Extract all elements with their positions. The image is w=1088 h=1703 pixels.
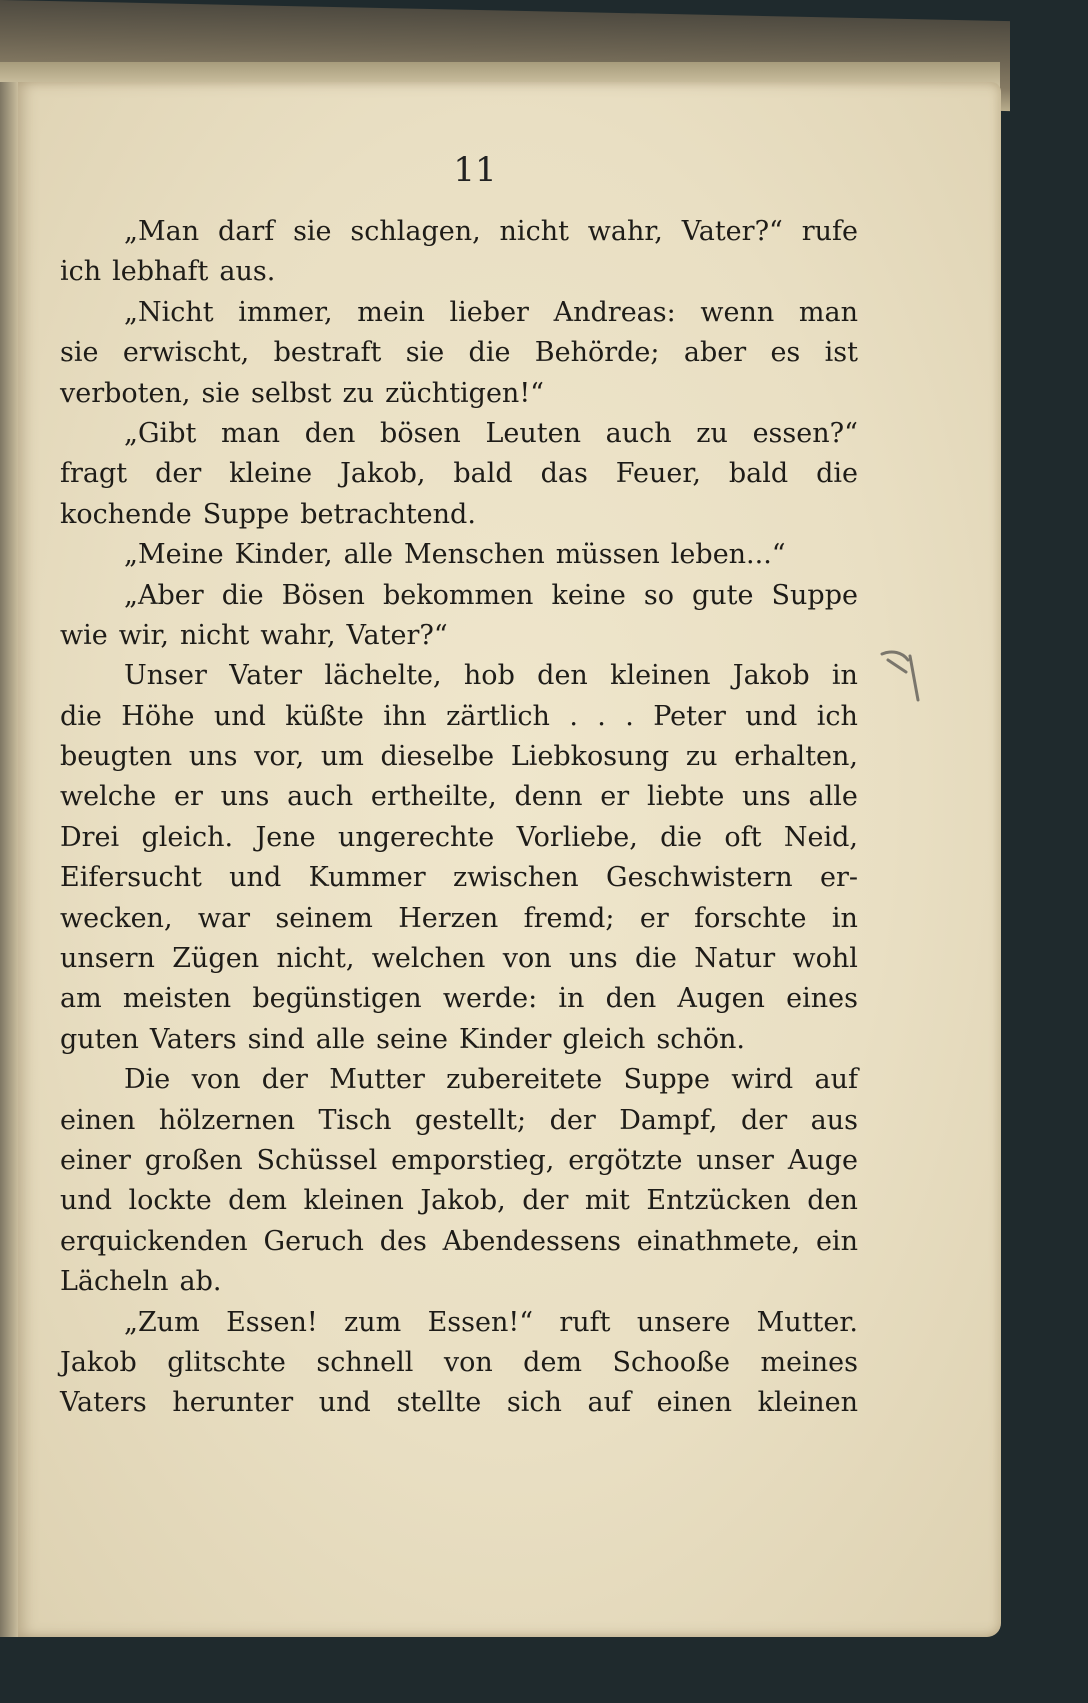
text-word: von [191, 1064, 241, 1096]
text-word: alle [808, 781, 858, 813]
text-word: auf [814, 1064, 858, 1096]
text-word: Drei [60, 821, 120, 853]
text-word: zu [685, 741, 718, 773]
text-line [60, 535, 858, 575]
text-word: ich [60, 256, 102, 288]
text-word: sie [201, 377, 240, 409]
page-text [60, 212, 858, 1424]
text-word: Entzücken [646, 1185, 791, 1217]
text-word: „Aber [124, 579, 204, 611]
text-word: bekommen [382, 579, 534, 611]
text-word: Unser [124, 660, 207, 692]
text-line [60, 293, 858, 333]
text-word: Suppe [623, 1064, 710, 1096]
text-word: die [635, 943, 677, 975]
text-word: fragt [60, 458, 128, 490]
text-word: lächelte, [324, 660, 442, 692]
text-word: gleich. [141, 821, 234, 853]
text-word: Menschen [403, 539, 545, 571]
text-word: am [60, 983, 102, 1015]
text-word: ertheilte, [370, 781, 497, 813]
text-word: den [605, 983, 657, 1015]
text-word: Jene [255, 821, 316, 853]
text-word: wohl [792, 943, 858, 975]
text-word: keine [551, 579, 626, 611]
text-word: fremd; [523, 902, 615, 934]
text-word: Kinder [458, 1023, 552, 1055]
text-line [60, 939, 858, 979]
text-word: zwischen [452, 862, 579, 894]
text-word: Mutter [329, 1064, 425, 1096]
text-word: immer, [238, 296, 333, 328]
text-word: Vorliebe, [516, 821, 638, 853]
text-word: ich [816, 700, 858, 732]
text-word: züchtigen!“ [385, 377, 544, 409]
text-word: lockte [128, 1185, 212, 1217]
text-word: unsere [636, 1306, 731, 1338]
text-word: Feuer, [615, 458, 701, 490]
text-line [60, 495, 858, 535]
text-word: die [60, 700, 102, 732]
text-word: Zügen [172, 943, 260, 975]
text-word: und [213, 700, 266, 732]
text-line [60, 818, 858, 858]
text-word: sich [506, 1387, 562, 1419]
text-word: essen?“ [752, 417, 858, 449]
text-word: Kinder, [234, 539, 333, 571]
text-word: Suppe [202, 498, 290, 530]
text-word: sie [405, 337, 445, 369]
text-word: kleinen [610, 660, 711, 692]
text-line [60, 1222, 858, 1262]
text-word: unsern [60, 943, 155, 975]
text-word: zubereitete [446, 1064, 603, 1096]
text-word: es [770, 337, 801, 369]
text-word: mit [584, 1185, 630, 1217]
text-word: ihn [383, 700, 427, 732]
text-word: liebte [646, 781, 725, 813]
text-word: erquickenden [60, 1225, 248, 1257]
text-word: einen [656, 1387, 732, 1419]
text-word: ruft [559, 1306, 611, 1338]
text-word: Abendessens [442, 1225, 621, 1257]
text-word: in [831, 660, 858, 692]
text-line [60, 1020, 858, 1060]
text-line [60, 777, 858, 817]
text-word: der [155, 458, 202, 490]
text-word: Kummer [308, 862, 426, 894]
text-line [60, 1383, 858, 1423]
text-word: wird [731, 1064, 794, 1096]
text-word: Jakob [60, 1346, 137, 1378]
text-word: Suppe [771, 579, 858, 611]
text-word: Geschwistern [606, 862, 793, 894]
text-word: schön. [656, 1023, 745, 1055]
text-word: aus [810, 1104, 858, 1136]
text-word: hölzernen [158, 1104, 295, 1136]
text-word: dem [228, 1185, 288, 1217]
text-word: der [740, 1104, 788, 1136]
text-word: uns [569, 943, 618, 975]
text-word: großen [144, 1144, 243, 1176]
text-word: Jakob [732, 660, 810, 692]
text-word: erwischt, [122, 337, 250, 369]
text-word: der [549, 1104, 596, 1136]
text-word: einathmete, [636, 1225, 801, 1257]
text-word: Vater?“ [346, 619, 448, 651]
text-word: einer [60, 1144, 131, 1176]
text-word: vor, [254, 741, 305, 773]
text-word: „Nicht [124, 296, 214, 328]
text-word: ab. [179, 1266, 222, 1298]
text-word: welche [60, 781, 157, 813]
text-word: Höhe [121, 700, 195, 732]
text-word: „Gibt [124, 417, 197, 449]
text-word: denn [514, 781, 583, 813]
text-word: die [468, 337, 511, 369]
text-word: Jakob, [420, 1185, 506, 1217]
text-word: Jakob, [340, 458, 426, 490]
text-line [60, 858, 858, 898]
text-word: ungerechte [337, 821, 495, 853]
text-word: werde: [442, 983, 538, 1015]
text-word: dem [523, 1346, 583, 1378]
text-word: Peter [653, 700, 726, 732]
text-word: selbst [250, 377, 332, 409]
text-line [60, 1141, 858, 1181]
text-word: Bösen [281, 579, 365, 611]
text-line [60, 374, 858, 414]
text-word: bald [453, 458, 513, 490]
text-word: oft [724, 821, 762, 853]
text-word: kochende [60, 498, 192, 530]
text-word: alle [343, 539, 393, 571]
text-word: kleine [229, 458, 313, 490]
text-line [60, 1262, 858, 1302]
text-word: Augen [677, 983, 765, 1015]
text-word: zu [342, 377, 375, 409]
text-word: er- [819, 862, 858, 894]
text-word: auf [587, 1387, 631, 1419]
text-line [60, 1060, 858, 1100]
text-word: die [221, 579, 264, 611]
text-word: uns [742, 781, 791, 813]
text-word: begünstigen [252, 983, 422, 1015]
text-word: schnell [316, 1346, 414, 1378]
text-word: hob [463, 660, 515, 692]
text-word: Essen!“ [427, 1306, 534, 1338]
text-word: zum [344, 1306, 402, 1338]
text-word: gute [692, 579, 754, 611]
text-line [60, 1303, 858, 1343]
text-word: Leuten [485, 417, 581, 449]
text-word: die [816, 458, 858, 490]
text-word: man [220, 417, 281, 449]
text-word: er [174, 781, 203, 813]
text-word: die [660, 821, 703, 853]
text-word: Behörde; [534, 337, 660, 369]
text-word: er [600, 781, 630, 813]
text-word: den [304, 417, 356, 449]
text-word: wahr, [587, 216, 663, 247]
text-word: nicht, [276, 943, 355, 975]
text-word: ist [824, 337, 858, 369]
text-word: den [807, 1185, 858, 1217]
text-word: stellte [396, 1387, 482, 1419]
text-word: Tisch [318, 1104, 392, 1136]
text-word: . [569, 700, 578, 732]
text-word: darf [217, 216, 275, 247]
text-word: betrachtend. [300, 498, 476, 530]
text-word: gestellt; [414, 1104, 527, 1136]
text-word: wie [60, 619, 108, 651]
text-word: „Zum [124, 1306, 200, 1338]
text-line [60, 1343, 858, 1383]
text-word: emporstieg, [391, 1144, 555, 1176]
text-word: so [643, 579, 674, 611]
text-line [60, 252, 858, 292]
text-word: wenn [700, 296, 775, 328]
text-line [60, 697, 858, 737]
text-word: zärtlich [446, 700, 550, 732]
text-word: Vaters [149, 1023, 237, 1055]
text-word: einen [60, 1104, 136, 1136]
text-word: meines [760, 1346, 858, 1378]
text-word: müssen [555, 539, 660, 571]
text-word: schlagen, [350, 216, 481, 247]
text-word: lieber [449, 296, 529, 328]
text-line [60, 616, 858, 656]
text-word: und [745, 700, 798, 732]
text-word: Mutter. [756, 1306, 858, 1338]
text-word: rufe [801, 216, 858, 247]
text-word: gleich [562, 1023, 646, 1055]
text-word: das [540, 458, 588, 490]
text-word: Herzen [398, 902, 499, 934]
text-word: kleinen [757, 1387, 858, 1419]
pencil-margin-mark [878, 642, 926, 702]
text-word: den [537, 660, 588, 692]
text-word: leben...“ [670, 539, 786, 571]
text-word: uns [188, 741, 238, 773]
text-word: meisten [122, 983, 232, 1015]
text-word: sie [60, 337, 99, 369]
text-word: wir, [118, 619, 170, 651]
text-word: Natur [694, 943, 776, 975]
text-word: Dampf, [619, 1104, 718, 1136]
text-line [60, 899, 858, 939]
text-line [60, 656, 858, 696]
text-word: . [597, 700, 606, 732]
text-word: dieselbe [380, 741, 495, 773]
text-word: uns [220, 781, 270, 813]
text-line [60, 1181, 858, 1221]
text-word: erhalten, [734, 741, 858, 773]
text-word: der [522, 1185, 569, 1217]
text-word: und [60, 1185, 113, 1217]
text-word: welchen [371, 943, 486, 975]
text-word: seinem [275, 902, 373, 934]
text-word: Schüssel [256, 1144, 378, 1176]
text-word: man [798, 296, 858, 328]
text-word: ergötzte [568, 1144, 683, 1176]
text-word: zu [696, 417, 728, 449]
text-word: bestraft [273, 337, 382, 369]
text-word: Andreas: [553, 296, 676, 328]
text-word: sind [247, 1023, 305, 1055]
text-word: wecken, [60, 902, 173, 934]
text-word: Liebkosung [510, 741, 670, 773]
text-word: forschte [694, 902, 807, 934]
text-word: Auge [787, 1144, 858, 1176]
text-word: nicht [180, 619, 250, 651]
text-word: in [558, 983, 585, 1015]
text-word: beugten [60, 741, 173, 773]
text-word: bald [728, 458, 789, 490]
text-line [60, 414, 858, 454]
text-word: unser [696, 1144, 774, 1176]
text-word: aus. [219, 256, 276, 288]
text-word: eines [786, 983, 858, 1015]
text-word: herunter [172, 1387, 294, 1419]
text-word: lebhaft [112, 256, 209, 288]
text-word: Vaters [60, 1387, 147, 1419]
text-word: Vater [229, 660, 303, 692]
text-line [60, 1101, 858, 1141]
text-word: von [443, 1346, 493, 1378]
page-number: 11 [453, 150, 497, 190]
text-word: aber [683, 337, 747, 369]
text-word: „Man [124, 216, 200, 247]
text-word: nicht [499, 216, 569, 247]
text-word: Geruch [263, 1225, 364, 1257]
text-line [60, 737, 858, 777]
text-word: um [320, 741, 364, 773]
text-word: Die [124, 1064, 171, 1096]
text-word: und [318, 1387, 371, 1419]
text-word: Neid, [783, 821, 858, 853]
text-word: der [261, 1064, 308, 1096]
text-word: glitschte [167, 1346, 286, 1378]
text-line [60, 576, 858, 616]
text-word: ein [815, 1225, 858, 1257]
text-word: „Meine [124, 539, 224, 571]
text-word: war [197, 902, 251, 934]
text-word: Eifersucht [60, 862, 202, 894]
text-line [60, 212, 858, 252]
text-word: alle [315, 1023, 366, 1055]
text-word: in [831, 902, 858, 934]
text-word: auch [605, 417, 672, 449]
text-word: guten [60, 1023, 139, 1055]
text-word: und [229, 862, 282, 894]
text-word: von [502, 943, 552, 975]
text-word: kleinen [303, 1185, 404, 1217]
text-word: bösen [380, 417, 461, 449]
text-line [60, 979, 858, 1019]
text-word: Essen! [226, 1306, 318, 1338]
text-word: Schooße [612, 1346, 731, 1378]
text-word: Lächeln [60, 1266, 169, 1298]
text-word: auch [287, 781, 354, 813]
text-word: . [625, 700, 634, 732]
text-word: des [379, 1225, 427, 1257]
text-word: wahr, [260, 619, 336, 651]
text-word: verboten, [60, 377, 191, 409]
text-word: sie [293, 216, 332, 247]
text-line [60, 333, 858, 373]
text-word: er [639, 902, 669, 934]
text-word: mein [357, 296, 425, 328]
page-gutter [0, 82, 18, 1637]
text-word: küßte [285, 700, 364, 732]
text-line [60, 454, 858, 494]
text-word: Vater?“ [681, 216, 783, 247]
text-word: seine [376, 1023, 448, 1055]
